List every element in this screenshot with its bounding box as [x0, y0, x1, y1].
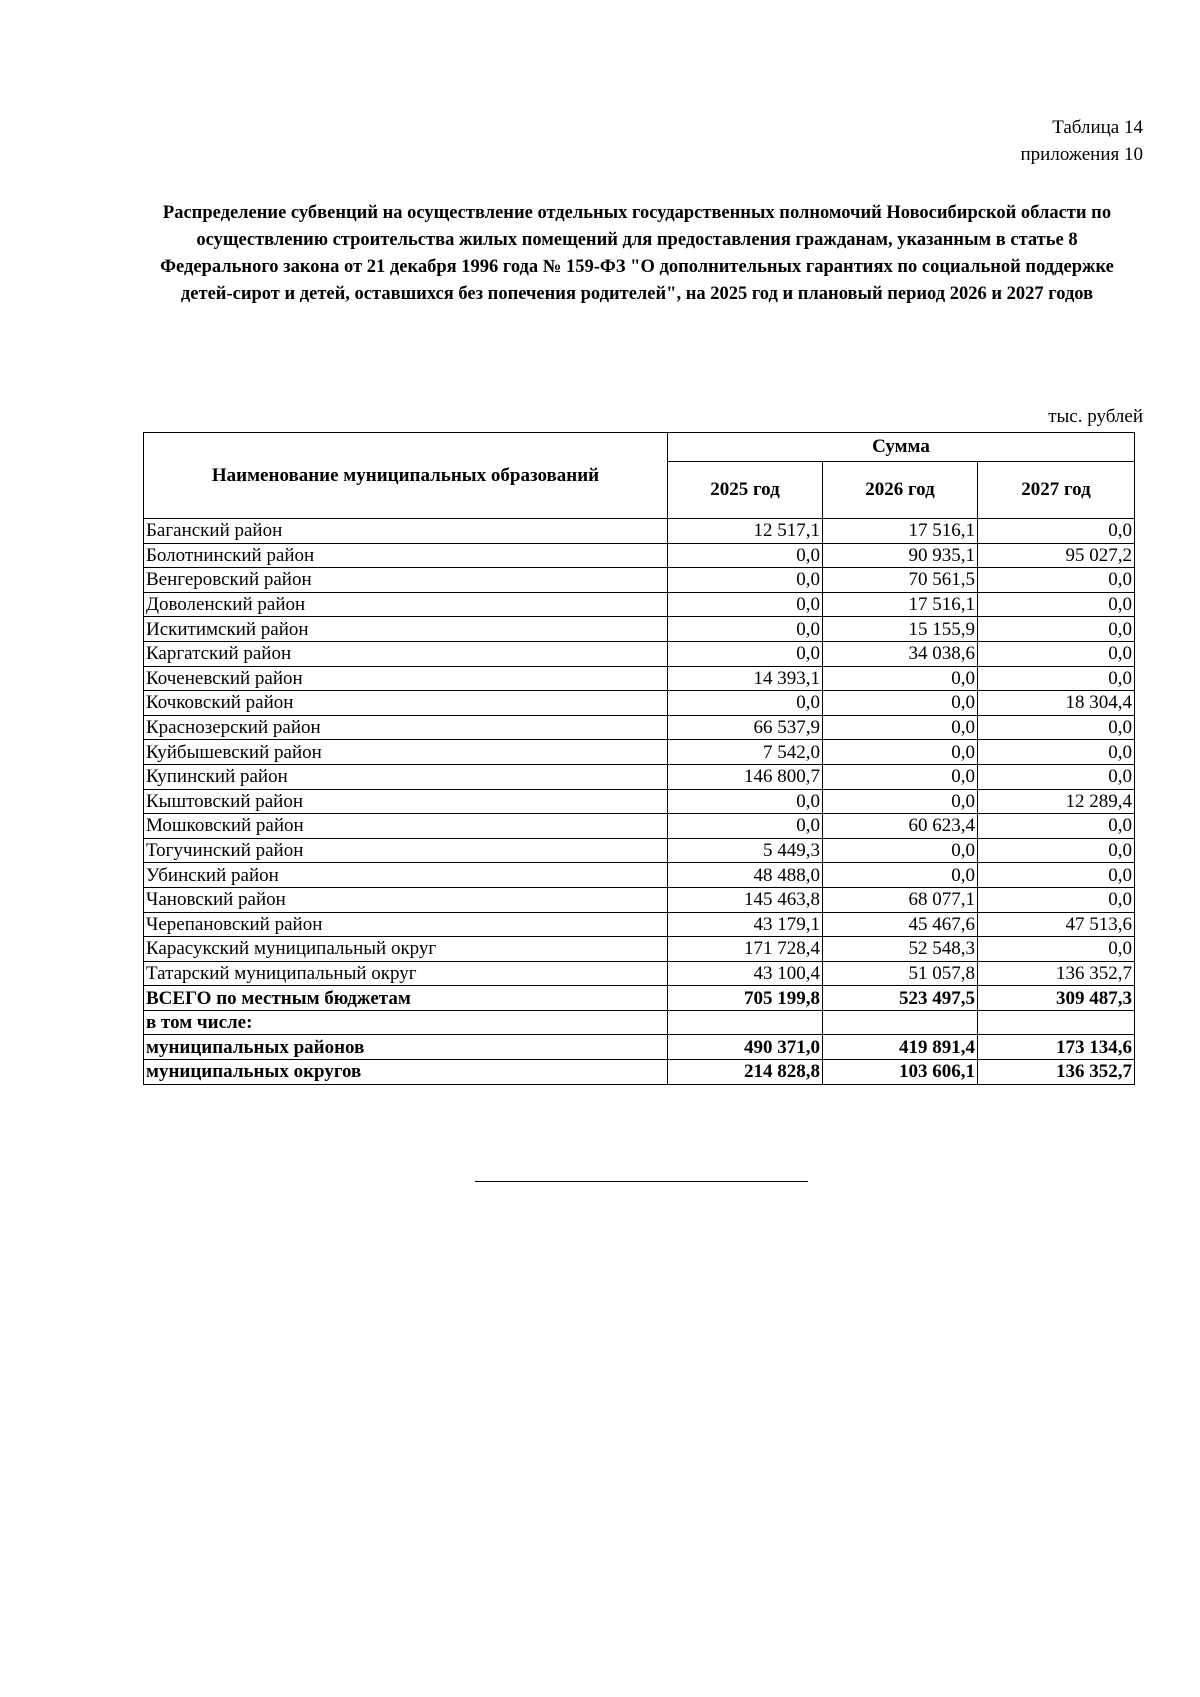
okrugs-2025: 214 828,8: [668, 1060, 823, 1085]
municipality-name: Венгеровский район: [144, 568, 668, 593]
value-2025: 145 463,8: [668, 887, 823, 912]
municipality-name: Тогучинский район: [144, 838, 668, 863]
value-2027: 0,0: [978, 764, 1135, 789]
table-row: [144, 519, 1135, 544]
value-2027: 0,0: [978, 641, 1135, 666]
districts-2026: 419 891,4: [823, 1035, 978, 1060]
value-2025: 0,0: [668, 641, 823, 666]
value-2026: 51 057,8: [823, 961, 978, 986]
table-row: [144, 764, 1135, 789]
value-2027: 0,0: [978, 937, 1135, 962]
value-2026: 17 516,1: [823, 592, 978, 617]
units-label: тыс. рублей: [1048, 406, 1143, 427]
table-row: [144, 641, 1135, 666]
value-2027: 0,0: [978, 887, 1135, 912]
value-2026: 0,0: [823, 740, 978, 765]
okrugs-2026: 103 606,1: [823, 1060, 978, 1085]
including-row: [144, 1010, 1135, 1035]
value-2026: 0,0: [823, 838, 978, 863]
value-2025: 43 100,4: [668, 961, 823, 986]
value-2027: 0,0: [978, 814, 1135, 839]
table-row: [144, 838, 1135, 863]
value-2026: 0,0: [823, 863, 978, 888]
districts-row: [144, 1035, 1135, 1060]
okrugs-row: [144, 1060, 1135, 1085]
table-row: [144, 543, 1135, 568]
municipality-name: Искитимский район: [144, 617, 668, 642]
header-year-2026: 2026 год: [823, 462, 978, 519]
including-empty-2025: [668, 1010, 823, 1035]
table-row: [144, 568, 1135, 593]
table-body: [144, 519, 1135, 1085]
okrugs-2027: 136 352,7: [978, 1060, 1135, 1085]
value-2025: 0,0: [668, 814, 823, 839]
value-2025: 43 179,1: [668, 912, 823, 937]
value-2026: 52 548,3: [823, 937, 978, 962]
value-2025: 5 449,3: [668, 838, 823, 863]
okrugs-label: муниципальных округов: [144, 1060, 668, 1085]
value-2027: 0,0: [978, 863, 1135, 888]
total-label: ВСЕГО по местным бюджетам: [144, 986, 668, 1011]
table-row: [144, 937, 1135, 962]
table-row: [144, 814, 1135, 839]
table-row: [144, 617, 1135, 642]
table-row: [144, 666, 1135, 691]
table-row: [144, 887, 1135, 912]
caption-table-number: Таблица 14: [1052, 117, 1143, 138]
value-2026: 0,0: [823, 715, 978, 740]
table-row: [144, 715, 1135, 740]
value-2025: 66 537,9: [668, 715, 823, 740]
municipality-name: Болотнинский район: [144, 543, 668, 568]
table-row: [144, 863, 1135, 888]
value-2027: 47 513,6: [978, 912, 1135, 937]
value-2027: 0,0: [978, 740, 1135, 765]
document-title: Распределение субвенций на осуществление отдельных государственных полномочий Новосибирской области по осуществлению строительства жилых помещений для предоставления гражданам, указанным в статье 8 Федерального закона от 21 декабря 1996 года № 159-ФЗ "О дополнительных гарантиях по социальной поддержке детей-сирот и детей, оставшихся без попечения родителей", на 2025 год и плановый период 2026 и 2027 годов: [160, 203, 1114, 304]
municipality-name: Черепановский район: [144, 912, 668, 937]
value-2026: 34 038,6: [823, 641, 978, 666]
value-2025: 12 517,1: [668, 519, 823, 544]
value-2025: 14 393,1: [668, 666, 823, 691]
table-caption: [1021, 114, 1143, 168]
value-2026: 60 623,4: [823, 814, 978, 839]
districts-2027: 173 134,6: [978, 1035, 1135, 1060]
value-2026: 17 516,1: [823, 519, 978, 544]
table-row: [144, 961, 1135, 986]
subsidy-table: [143, 432, 1135, 1085]
table-row: [144, 912, 1135, 937]
header-municipality: Наименование муниципальных образований: [144, 433, 668, 519]
municipality-name: Чановский район: [144, 887, 668, 912]
value-2025: 0,0: [668, 789, 823, 814]
value-2027: 136 352,7: [978, 961, 1135, 986]
value-2025: 0,0: [668, 691, 823, 716]
value-2025: 0,0: [668, 543, 823, 568]
header-year-2027: 2027 год: [978, 462, 1135, 519]
value-2027: 0,0: [978, 715, 1135, 740]
value-2027: 0,0: [978, 592, 1135, 617]
including-label: в том числе:: [144, 1010, 668, 1035]
districts-2025: 490 371,0: [668, 1035, 823, 1060]
value-2026: 90 935,1: [823, 543, 978, 568]
total-2026: 523 497,5: [823, 986, 978, 1011]
municipality-name: Купинский район: [144, 764, 668, 789]
value-2027: 18 304,4: [978, 691, 1135, 716]
municipality-name: Мошковский район: [144, 814, 668, 839]
table-row: [144, 592, 1135, 617]
value-2026: 0,0: [823, 764, 978, 789]
value-2026: 68 077,1: [823, 887, 978, 912]
caption-appendix: приложения 10: [1020, 144, 1143, 165]
value-2025: 0,0: [668, 568, 823, 593]
including-empty-2027: [978, 1010, 1135, 1035]
municipality-name: Татарский муниципальный округ: [144, 961, 668, 986]
value-2026: 45 467,6: [823, 912, 978, 937]
value-2026: 0,0: [823, 789, 978, 814]
closing-separator-line: [475, 1181, 808, 1182]
header-sum: Сумма: [668, 433, 1135, 462]
value-2025: 146 800,7: [668, 764, 823, 789]
including-empty-2026: [823, 1010, 978, 1035]
value-2026: 0,0: [823, 666, 978, 691]
value-2025: 171 728,4: [668, 937, 823, 962]
municipality-name: Доволенский район: [144, 592, 668, 617]
value-2027: 0,0: [978, 838, 1135, 863]
districts-label: муниципальных районов: [144, 1035, 668, 1060]
municipality-name: Каргатский район: [144, 641, 668, 666]
value-2027: 0,0: [978, 617, 1135, 642]
value-2027: 12 289,4: [978, 789, 1135, 814]
value-2027: 95 027,2: [978, 543, 1135, 568]
total-2025: 705 199,8: [668, 986, 823, 1011]
value-2027: 0,0: [978, 666, 1135, 691]
value-2026: 15 155,9: [823, 617, 978, 642]
value-2025: 0,0: [668, 592, 823, 617]
municipality-name: Краснозерский район: [144, 715, 668, 740]
value-2025: 48 488,0: [668, 863, 823, 888]
value-2027: 0,0: [978, 568, 1135, 593]
municipality-name: Кочковский район: [144, 691, 668, 716]
municipality-name: Куйбышевский район: [144, 740, 668, 765]
value-2026: 70 561,5: [823, 568, 978, 593]
municipality-name: Убинский район: [144, 863, 668, 888]
table-row: [144, 789, 1135, 814]
municipality-name: Коченевский район: [144, 666, 668, 691]
value-2026: 0,0: [823, 691, 978, 716]
table-row: [144, 691, 1135, 716]
value-2027: 0,0: [978, 519, 1135, 544]
total-2027: 309 487,3: [978, 986, 1135, 1011]
header-year-2025: 2025 год: [668, 462, 823, 519]
municipality-name: Кыштовский район: [144, 789, 668, 814]
table-row: [144, 740, 1135, 765]
value-2025: 0,0: [668, 617, 823, 642]
municipality-name: Баганский район: [144, 519, 668, 544]
municipality-name: Карасукский муниципальный округ: [144, 937, 668, 962]
value-2025: 7 542,0: [668, 740, 823, 765]
total-row: [144, 986, 1135, 1011]
